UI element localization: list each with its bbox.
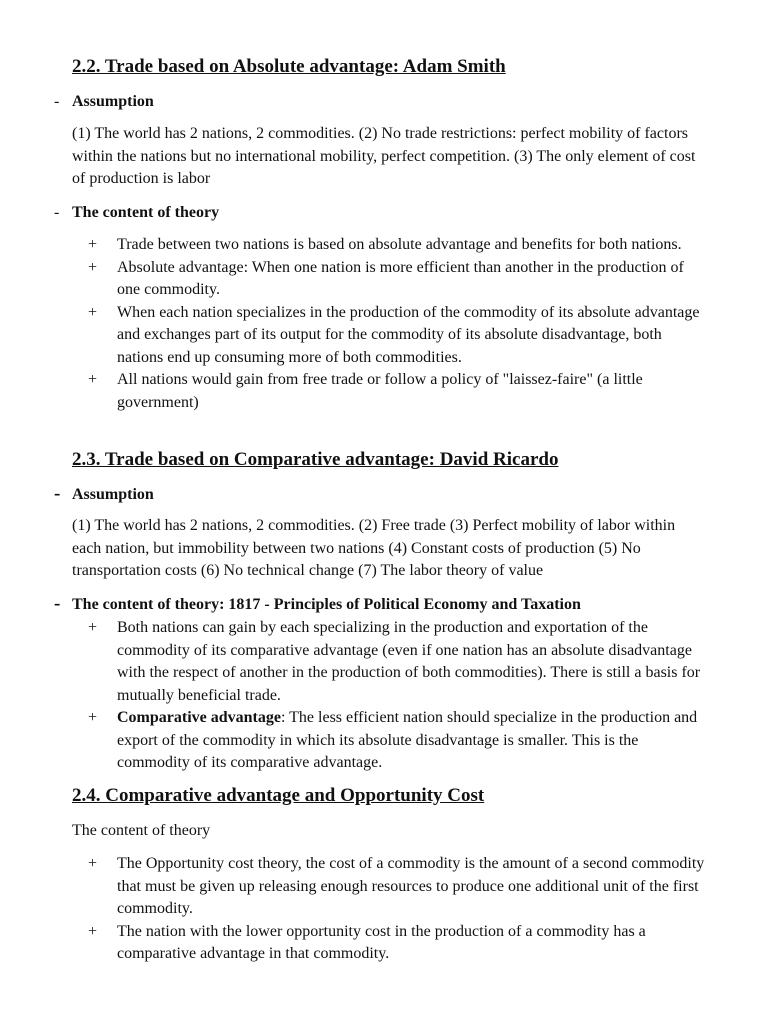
bullet-text: : The less efficient nation should specialize in the production and export of the commodity in which its absolute disadvantage is smaller. This is the commodity of its comparative advantage.: [117, 709, 698, 771]
bullet-text: Absolute advantage: When one nation is more efficient than another in the production of one commodity.: [117, 258, 684, 298]
plus-marker: +: [88, 855, 98, 872]
list-item: [72, 234, 708, 257]
section-2-4-content-label: The content of theory: [72, 822, 211, 839]
bullet-text: The nation with the lower opportunity cost in the production of a commodity has a comparative advantage in that commodity.: [117, 922, 646, 962]
dash-marker: -: [54, 93, 60, 110]
section-2-3-assumption-item: [54, 483, 154, 506]
dash-marker: -: [54, 593, 61, 614]
plus-marker: +: [88, 922, 98, 940]
bullet-bold-term: Comparative advantage: [117, 709, 281, 726]
content-label: The content of theory: 1817 - Principles of Political Economy and Taxation: [72, 596, 581, 613]
section-2-4-title: 2.4. Comparative advantage and Opportunity Cost: [72, 785, 485, 806]
plus-marker: +: [88, 619, 98, 636]
bullet-text: When each nation specializes in the production of the commodity of its absolute advantage and exchanges part of its output for the commodity of its absolute disadvantage, both nations end up consuming more of both commodities.: [117, 303, 700, 366]
content-label: The content of theory: [72, 204, 220, 221]
section-2-4-bullet-list: [72, 853, 708, 966]
section-2-3-assumption-text: (1) The world has 2 nations, 2 commodities. (2) Free trade (3) Perfect mobility of labor within each nation, but immobility between two nations (4) Constant costs of production (5) No transportation costs (6) No technical change (7) The labor theory of value: [72, 517, 676, 580]
section-2-2-assumption-item: [54, 91, 154, 113]
section-2-3-bullet-list: [72, 617, 708, 775]
plus-marker: +: [88, 258, 98, 276]
section-2-2-content-item: [54, 202, 219, 224]
section-2-2-bullet-list: [72, 234, 708, 414]
list-item: [72, 707, 708, 775]
list-item: [72, 853, 708, 921]
plus-marker: +: [88, 709, 98, 726]
section-2-3-title: 2.3. Trade based on Comparative advantage: David Ricardo: [72, 449, 559, 470]
assumption-label: Assumption: [72, 486, 154, 503]
plus-marker: +: [88, 236, 98, 253]
list-item: [72, 921, 708, 966]
list-item: [72, 257, 708, 302]
dash-marker: -: [54, 483, 61, 504]
assumption-label: Assumption: [72, 93, 154, 110]
dash-marker: -: [54, 204, 60, 221]
bullet-text: Trade between two nations is based on absolute advantage and benefits for both nations.: [117, 236, 682, 253]
plus-marker: +: [88, 371, 98, 388]
list-item: [72, 369, 708, 414]
list-item: [72, 302, 708, 370]
bullet-text: All nations would gain from free trade or follow a policy of "laissez-faire" (a little government): [117, 371, 643, 411]
section-2-3-content-item: [54, 593, 581, 616]
list-item: [72, 617, 708, 707]
plus-marker: +: [88, 303, 98, 321]
section-2-2-assumption-text: (1) The world has 2 nations, 2 commodities. (2) No trade restrictions: perfect mobility of factors within the nations but no international mobility, perfect competition. (3) The only element of cost of production is labor: [72, 125, 696, 188]
bullet-text: Both nations can gain by each specializing in the production and exportation of the commodity of its comparative advantage (even if one nation has an absolute disadvantage with the respect of another in the production of both commodities). There is still a basis for mutually beneficial trade.: [117, 619, 701, 704]
section-2-2-title: 2.2. Trade based on Absolute advantage: Adam Smith: [72, 56, 506, 77]
bullet-text: The Opportunity cost theory, the cost of a commodity is the amount of a second commodity that must be given up releasing enough resources to produce one additional unit of the first commodity.: [117, 855, 705, 917]
